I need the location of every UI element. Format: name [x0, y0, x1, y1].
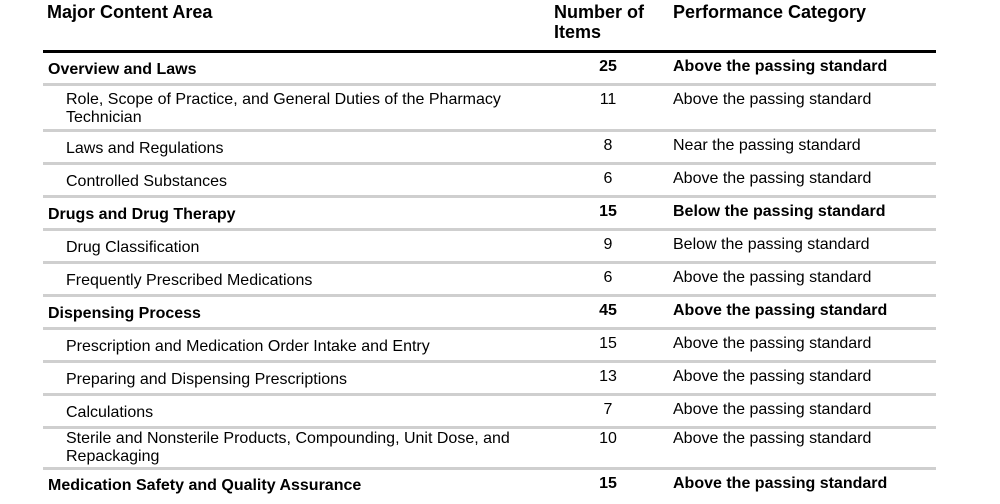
row-content-area: Calculations	[66, 404, 154, 421]
table-row	[43, 86, 936, 132]
row-content-area: Frequently Prescribed Medications	[66, 272, 313, 289]
header-major-content-area: Major Content Area	[47, 2, 213, 22]
row-number-of-items: 9	[603, 236, 613, 253]
row-content-area: Role, Scope of Practice, and General Duties of the Pharmacy Technician	[66, 91, 501, 126]
row-number-of-items: 15	[599, 203, 617, 220]
row-performance-category: Above the passing standard	[673, 430, 872, 447]
row-content-area: Prescription and Medication Order Intake and Entry	[66, 338, 430, 355]
row-number-of-items: 15	[599, 475, 617, 492]
table-row	[43, 330, 936, 363]
row-content-area: Controlled Substances	[66, 173, 227, 190]
header-number-of-items	[554, 2, 644, 42]
row-number-of-items: 11	[599, 91, 617, 108]
row-performance-category: Above the passing standard	[673, 58, 888, 75]
table-row	[43, 53, 936, 86]
row-number-of-items: 10	[599, 430, 617, 447]
table-row	[43, 396, 936, 429]
row-content-area: Sterile and Nonsterile Products, Compounding, Unit Dose, and Repackaging	[66, 430, 510, 465]
row-number-of-items: 7	[603, 401, 613, 418]
row-performance-category: Above the passing standard	[673, 170, 872, 187]
row-content-area: Overview and Laws	[48, 61, 197, 78]
row-number-of-items: 6	[603, 269, 613, 286]
row-number-of-items: 25	[599, 58, 617, 75]
table-row	[43, 470, 936, 503]
row-performance-category: Above the passing standard	[673, 302, 888, 319]
row-content-area: Medication Safety and Quality Assurance	[48, 477, 362, 494]
row-performance-category: Above the passing standard	[673, 401, 872, 418]
content-area-table	[43, 0, 936, 503]
row-content-area: Drug Classification	[66, 239, 200, 256]
row-content-area: Laws and Regulations	[66, 140, 224, 157]
table-row	[43, 132, 936, 165]
table-header-row	[43, 0, 936, 53]
row-performance-category: Above the passing standard	[673, 269, 872, 286]
row-performance-category: Below the passing standard	[673, 236, 870, 253]
row-performance-category: Above the passing standard	[673, 91, 872, 108]
row-content-area: Preparing and Dispensing Prescriptions	[66, 371, 348, 388]
table-row	[43, 231, 936, 264]
row-number-of-items: 8	[603, 137, 613, 154]
row-performance-category: Above the passing standard	[673, 475, 888, 492]
row-performance-category: Near the passing standard	[673, 137, 861, 154]
table-row	[43, 363, 936, 396]
row-number-of-items: 15	[599, 335, 617, 352]
table-row	[43, 165, 936, 198]
header-number-of-items-line1: Number of	[554, 2, 644, 22]
row-content-area: Drugs and Drug Therapy	[48, 206, 236, 223]
row-number-of-items: 13	[599, 368, 617, 385]
row-performance-category: Above the passing standard	[673, 335, 872, 352]
row-performance-category: Above the passing standard	[673, 368, 872, 385]
row-number-of-items: 6	[603, 170, 613, 187]
row-performance-category: Below the passing standard	[673, 203, 886, 220]
row-number-of-items: 45	[599, 302, 617, 319]
header-number-of-items-line2: Items	[554, 22, 602, 42]
header-performance-category: Performance Category	[673, 2, 867, 22]
row-content-area: Dispensing Process	[48, 305, 201, 322]
table-row	[43, 429, 936, 470]
table-row	[43, 297, 936, 330]
table-row	[43, 198, 936, 231]
table-row	[43, 264, 936, 297]
